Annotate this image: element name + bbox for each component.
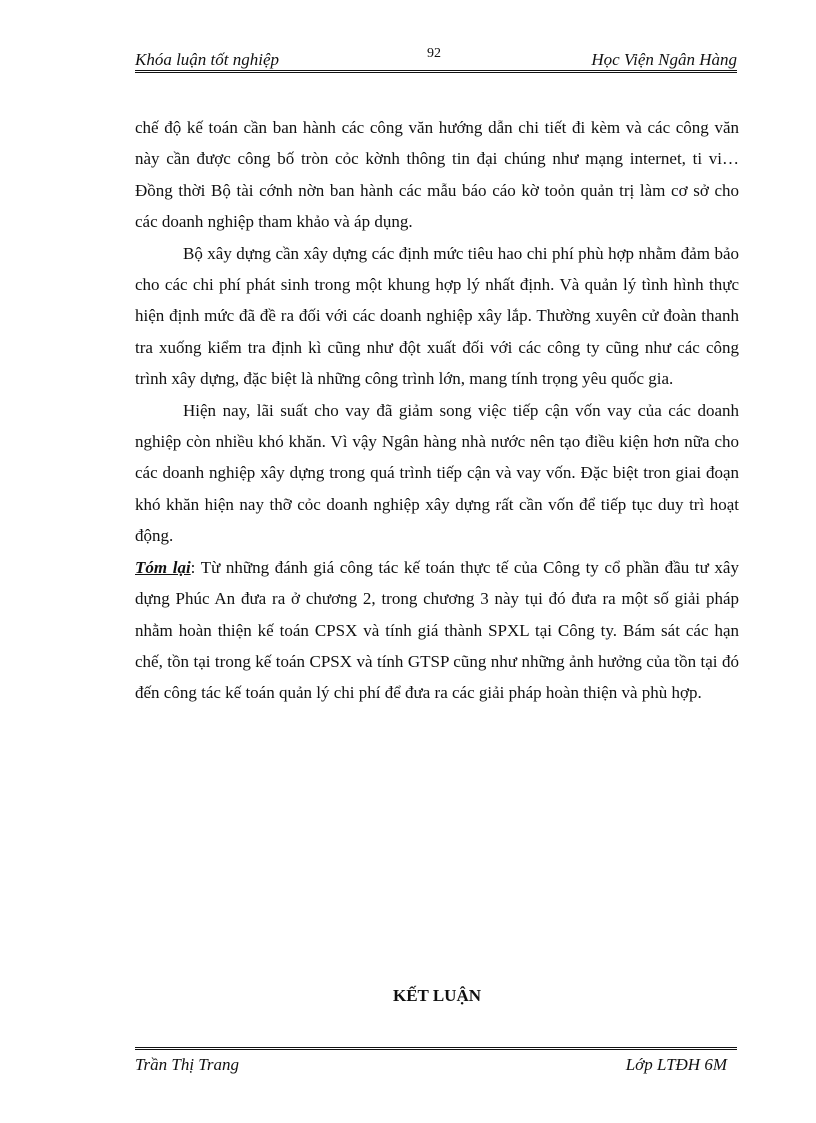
summary-paragraph [135,552,739,709]
conclusion-heading: KẾT LUẬN [392,986,481,1005]
summary-text: : Từ những đánh giá công tác kế toán thực tế của Công ty cổ phần đầu tư xây dựng Phúc An đưa ra ở chương 2, trong chương 3 này tụi đó đưa ra một số giải pháp nhằm hoàn thiện kế toán CPSX và tính giá thành SPXL tại Công ty. Bám sát các hạn chế, tồn tại trong kế toán CPSX và tính GTSP cũng như những ảnh hưởng của tồn tại đó đến công tác kế toán quản lý chi phí để đưa ra các giải pháp hoàn thiện và phù hợp. [135,557,739,703]
page-number: 92 [427,46,441,61]
page-header [135,46,737,72]
page-footer [135,1054,737,1078]
footer-rule [135,1047,737,1050]
paragraph-1: chế độ kế toán cần ban hành các công văn hướng dẫn chi tiết đi kèm và các công văn này cần được công bố tròn cỏc kờnh thông tin đại chúng như mạng internet, ti vi… Đồng thời Bộ tài cớnh nờn ban hành các mẫu báo cáo kờ toỏn quản trị làm cơ sở cho các doanh nghiệp tham khảo và áp dụng. [135,118,739,232]
summary-label: Tóm lại [135,557,191,577]
paragraph-2: Bộ xây dựng cần xây dựng các định mức tiêu hao chi phí phù hợp nhằm đảm bảo cho các chi phí phát sinh trong một khung hợp lý nhất định. Và quản lý tình hình thực hiện định mức đã đề ra đối với các doanh nghiệp xây lắp. Thường xuyên cử đoàn thanh tra xuống kiểm tra định kì cũng như đột xuất đối với các công ty cũng như các công trình xây dựng, đặc biệt là những công trình lớn, mang tính trọng yêu quốc gia. [135,243,739,389]
header-rule [135,70,737,73]
header-thesis-title: Khóa luận tốt nghiệp [135,50,280,69]
footer-author: Trần Thị Trang [135,1055,239,1074]
footer-class: Lớp LTĐH 6M [625,1055,727,1074]
header-institution: Học Viện Ngân Hàng [591,50,737,69]
paragraph-3: Hiện nay, lãi suất cho vay đã giảm song việc tiếp cận vốn vay của các doanh nghiệp còn nhiều khó khăn. Vì vậy Ngân hàng nhà nước nên tạo điều kiện hơn nữa cho các doanh nghiệp xây dựng trong quá trình tiếp cận và vay vốn. Đặc biệt tron giai đoạn khó khăn hiện nay thỡ cỏc doanh nghiệp xây dựng rất cần vốn để tiếp tục duy trì hoạt động. [135,400,739,546]
body-text [135,112,739,709]
